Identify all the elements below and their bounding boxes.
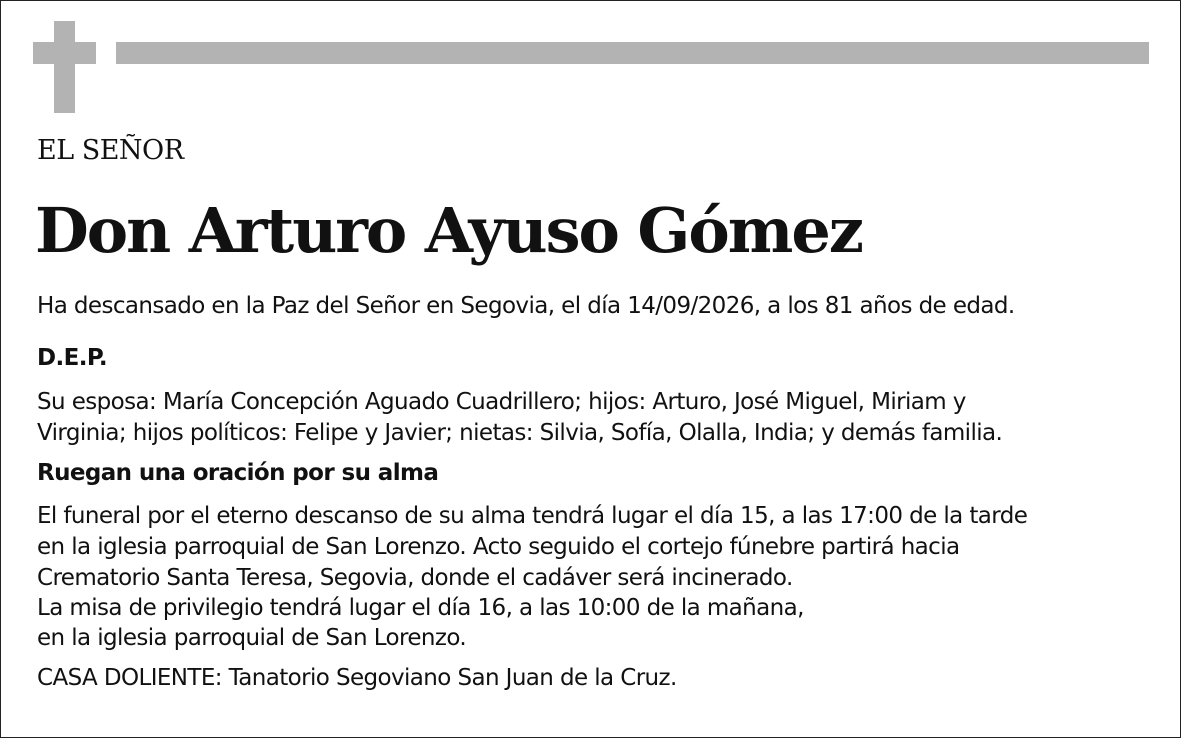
funeral-line: El funeral por el eterno descanso de su alma tendrá lugar el día 15, a las 17:00 de la tarde bbox=[37, 503, 1028, 529]
honorific-prefix: EL SEÑOR bbox=[37, 135, 184, 166]
cross-vertical-beam bbox=[54, 21, 75, 113]
prayer-request: Ruegan una oración por su alma bbox=[37, 460, 439, 486]
funeral-line: Crematorio Santa Teresa, Segovia, donde el cadáver será incinerado. bbox=[37, 565, 793, 591]
deceased-name: Don Arturo Ayuso Gómez bbox=[35, 194, 862, 267]
family-line: Su esposa: María Concepción Aguado Cuadrillero; hijos: Arturo, José Miguel, Miriam y bbox=[37, 389, 966, 415]
family-line: Virginia; hijos políticos: Felipe y Javier; nietas: Silvia, Sofía, Olalla, India; y demás familia. bbox=[37, 420, 1003, 446]
funeral-line: La misa de privilegio tendrá lugar el día 16, a las 10:00 de la mañana, bbox=[37, 595, 804, 621]
header-rule bbox=[116, 42, 1149, 64]
cross-horizontal-beam bbox=[33, 42, 96, 64]
passing-statement: Ha descansado en la Paz del Señor en Segovia, el día 14/09/2026, a los 81 años de edad. bbox=[37, 293, 1015, 319]
funeral-line: en la iglesia parroquial de San Lorenzo. bbox=[37, 625, 467, 651]
casa-doliente: CASA DOLIENTE: Tanatorio Segoviano San Juan de la Cruz. bbox=[37, 665, 677, 691]
funeral-line: en la iglesia parroquial de San Lorenzo. Acto seguido el cortejo fúnebre partirá hacia bbox=[37, 534, 960, 560]
dep-label: D.E.P. bbox=[37, 345, 108, 371]
